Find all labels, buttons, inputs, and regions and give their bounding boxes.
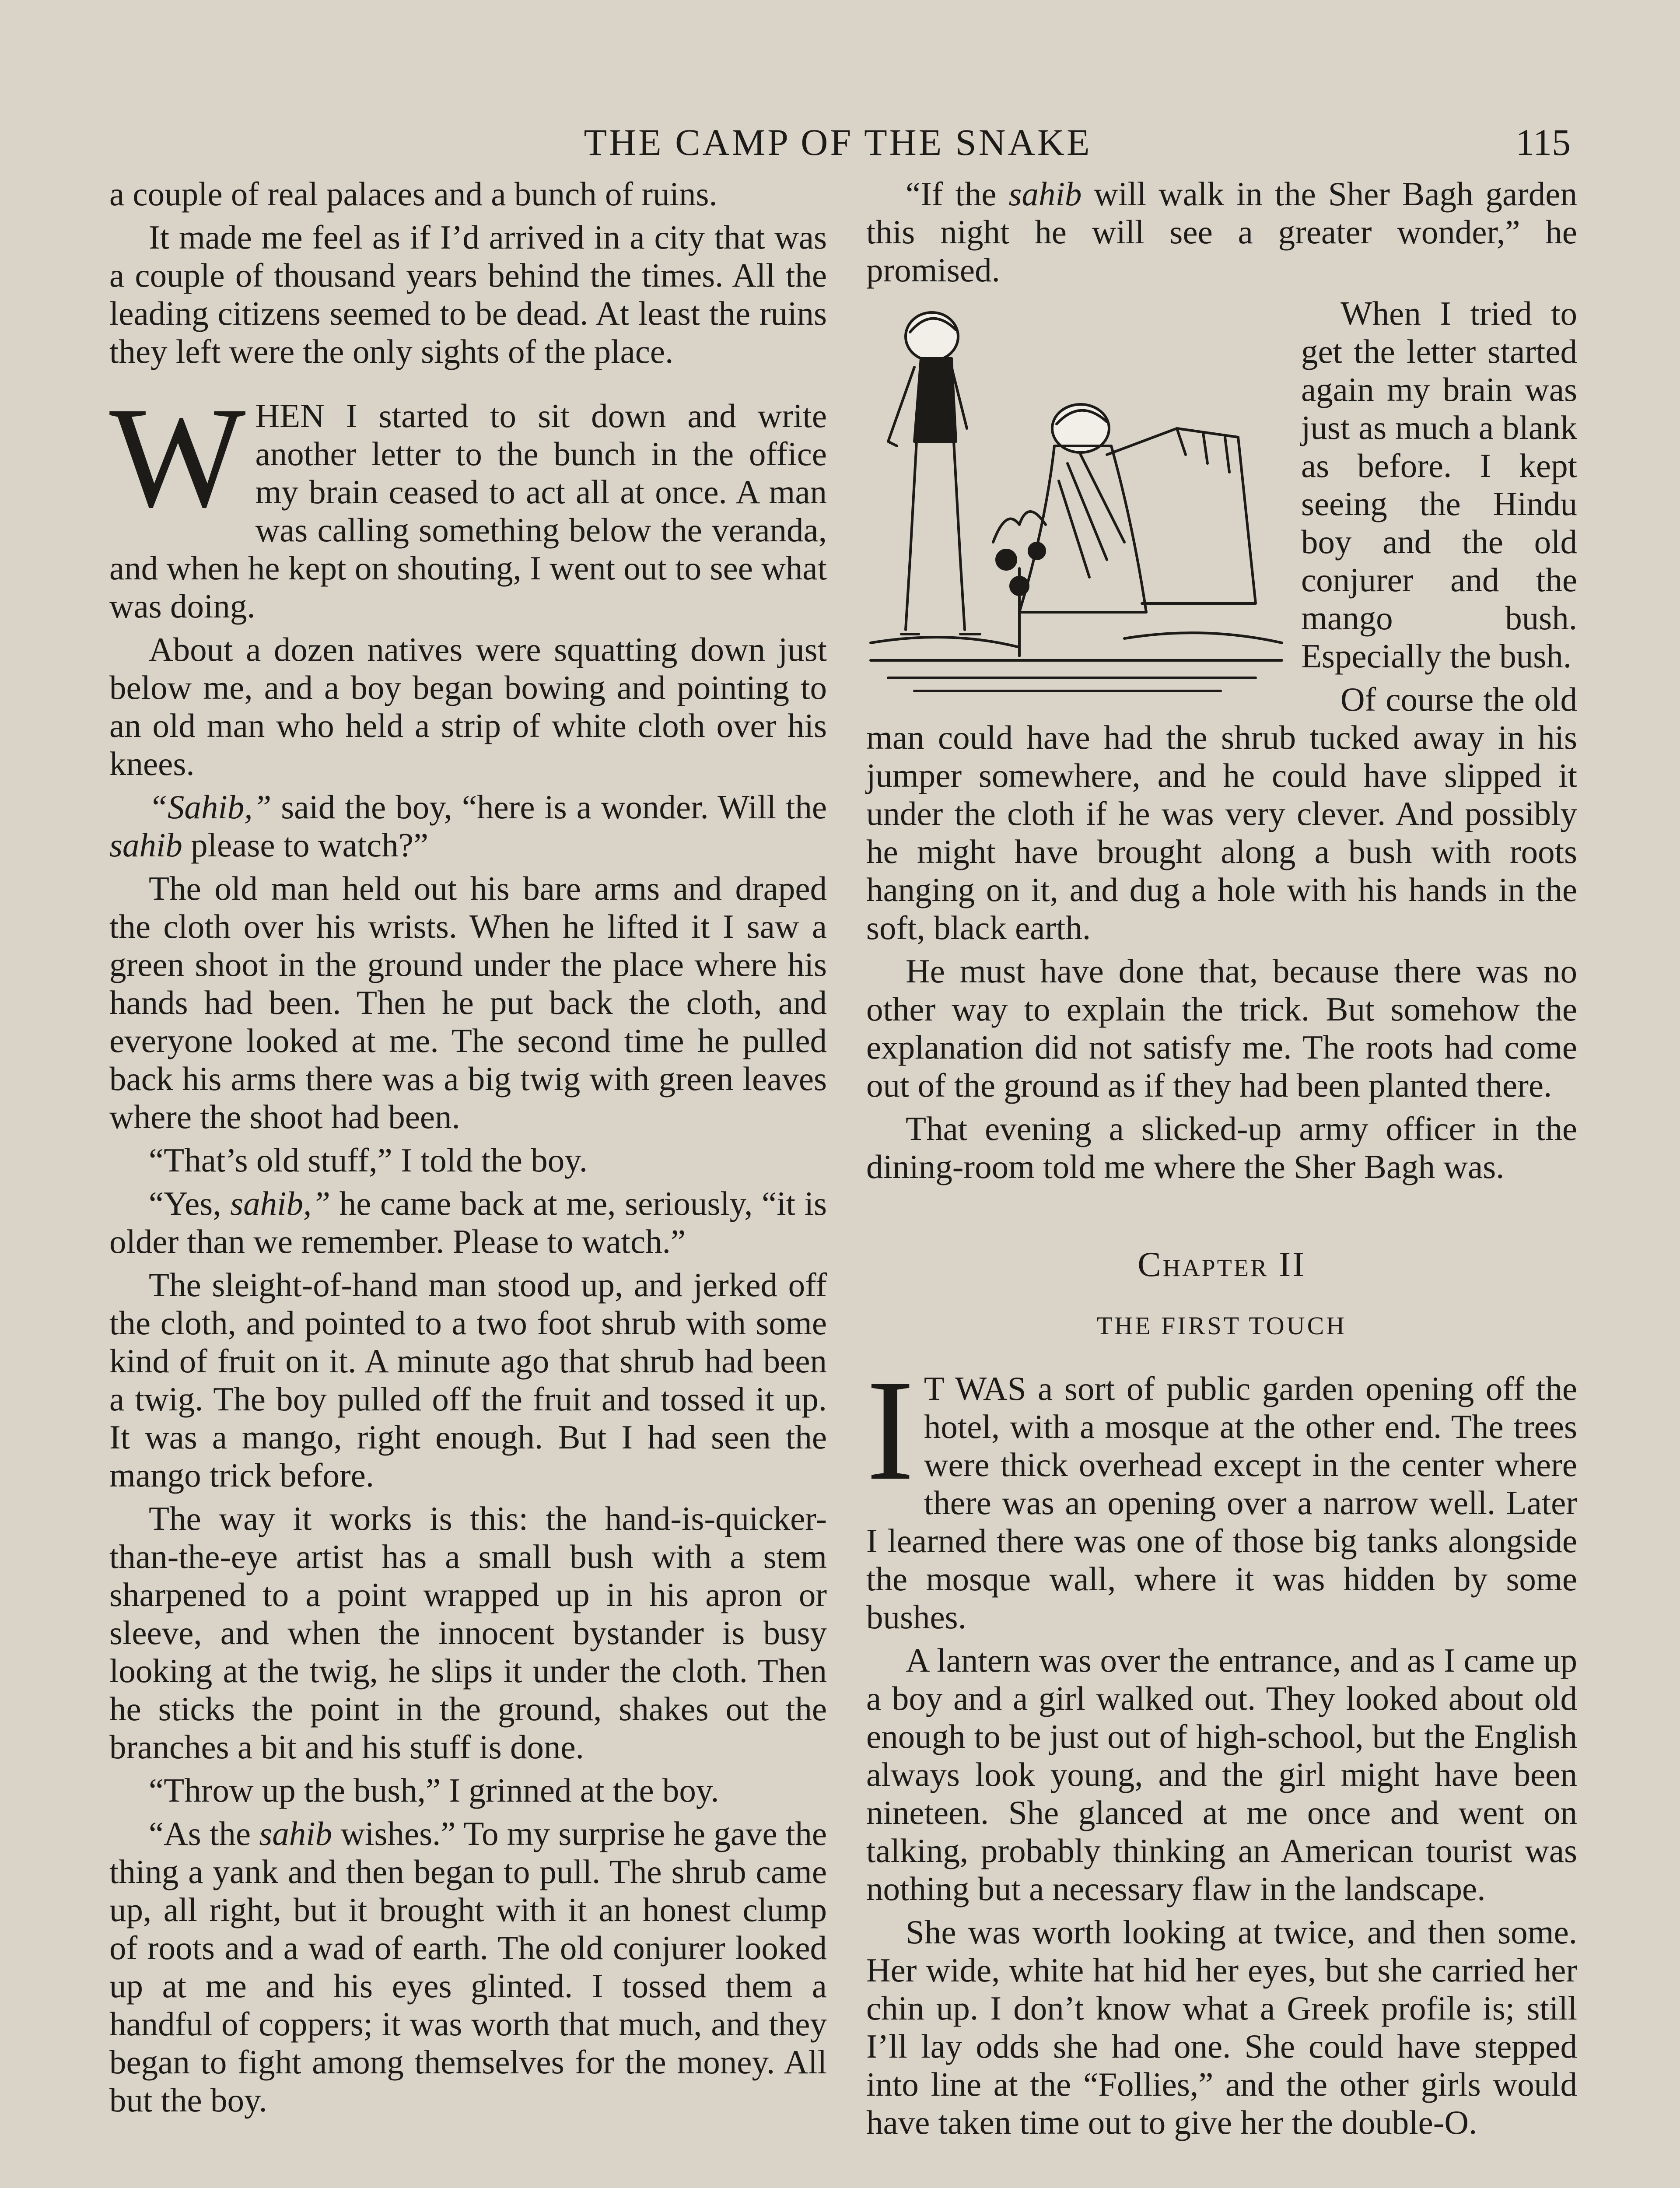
paragraph <box>109 378 827 625</box>
paragraph-text: T WAS a sort of public garden opening off the hotel, with a mosque at the other end. The trees were thick overhead except in the center where there was an opening over a narrow well. Later I learned there was one of those big tanks alongside the mosque wall, where it was hidden by some bushes. <box>866 1370 1577 1636</box>
page-number: 115 <box>1516 121 1571 163</box>
paragraph: a couple of real palaces and a bunch of ruins. <box>109 175 718 213</box>
italic-text: sahib <box>1008 175 1082 213</box>
paragraph: The old man held out his bare arms and draped the cloth over his wrists. When he lifted it I saw a green shoot in the ground under the place where his hands had been. Then he put back the cloth, and everyone looked at me. The second time he pulled back his arms there was a big twig with green leaves where the shoot had been. <box>109 870 827 1136</box>
paragraph-text: he came back at me, seriously, “it is older than we remember. Please to watch.” <box>109 1185 827 1260</box>
paragraph-text: “Yes, <box>149 1185 231 1222</box>
paragraph: A lantern was over the entrance, and as I came up a boy and a girl walked out. They looked about old enough to be just out of high-school, but the English always look young, and the girl might have been nineteen. She glanced at me once and went on talking, probably thinking an American tourist was nothing but a necessary flaw in the landscape. <box>866 1641 1577 1907</box>
drop-cap: W <box>109 378 246 537</box>
italic-text: sahib,” <box>230 1185 331 1222</box>
paragraph: “Throw up the bush,” I grinned at the boy. <box>149 1771 719 1809</box>
paragraph-text: said the boy, “here is a wonder. Will the <box>271 788 827 826</box>
paragraph: About a dozen natives were squatting down just below me, and a boy began bowing and pointing to an old man who held a strip of white cloth over his knees. <box>109 631 827 782</box>
paragraph-text: “If the <box>906 175 1009 213</box>
italic-text: sahib <box>109 826 182 864</box>
paragraph-text: HEN I started to sit down and write another letter to the bunch in the office my brain ceased to act all at once. A man was calling something below the veranda, and when he kept on shouting, I went out to see what was doing. <box>109 397 827 625</box>
paragraph: It made me feel as if I’d arrived in a city that was a couple of thousand years behind the times. All the leading citizens seemed to be dead. At least the ruins they left were the only sights of the place. <box>109 218 827 370</box>
paragraph: The sleight-of-hand man stood up, and jerked off the cloth, and pointed to a two foot shrub with some kind of fruit on it. A minute ago that shrub had been a twig. The boy pulled off the fruit and tossed it up. It was a mango, right enough. But I had seen the mango trick before. <box>109 1266 827 1494</box>
running-head <box>105 118 1571 166</box>
paragraph: He must have done that, because there was no other way to explain the trick. But somehow the explanation did not satisfy me. The roots had come out of the ground as if they had been planted there. <box>866 952 1577 1104</box>
paragraph: She was worth looking at twice, and then some. Her wide, white hat hid her eyes, but she carried her chin up. I don’t know what a Greek profile is; still I’ll lay odds she had one. She could have stepped into line at the “Follies,” and the other girls would have taken time out to give her the double-O. <box>866 1913 1577 2141</box>
paragraph: The way it works is this: the hand-is-quicker-than-the-eye artist has a small bush with a stem sharpened to a point wrapped up in his apron or sleeve, and when the innocent bystander is busy looking at the twig, he slips it under the cloth. Then he sticks the point in the ground, shakes out the branches a bit and his stuff is done. <box>109 1500 827 1766</box>
chapter-subtitle: THE FIRST TOUCH <box>1096 1311 1347 1340</box>
paragraph <box>866 175 1577 289</box>
chapter-heading: Chapter II <box>1138 1245 1306 1284</box>
paragraph: Of course the old man could have had the shrub tucked away in his jumper somewhere, and he could have slipped it under the cloth if he was very clever. And possibly he might have brought along a bush with roots hanging on it, and dug a hole with his hands in the soft, black earth. <box>866 680 1577 947</box>
paragraph <box>109 1815 827 2119</box>
paragraph <box>109 1185 827 1261</box>
italic-text: “Sahib,” <box>149 788 272 826</box>
paragraph <box>866 1350 1577 1636</box>
paragraph-text: wishes.” To my surprise he gave the thing a yank and then began to pull. The shrub came up, all right, but it brought with it an honest clump of roots and a wad of earth. The old conjurer looked up at me and his eyes glinted. I tossed them a handful of coppers; it was worth that much, and they began to fight among themselves for the money. All but the boy. <box>109 1815 827 2119</box>
paragraph-text: please to watch?” <box>182 826 429 864</box>
paragraph-text: will walk in the Sher Bagh garden this night he will see a greater wonder,” he promised. <box>866 175 1577 289</box>
paragraph <box>109 788 827 864</box>
paragraph: That evening a slicked-up army officer in the dining-room told me where the Sher Bagh was. <box>866 1110 1577 1185</box>
paragraph: “That’s old stuff,” I told the boy. <box>149 1141 588 1179</box>
conjurer-illustration <box>862 297 1291 700</box>
italic-text: sahib <box>259 1815 332 1852</box>
right-column <box>866 175 1577 2147</box>
drop-cap: I <box>866 1350 914 1510</box>
paragraph-text: “As the <box>149 1815 259 1852</box>
paragraph: When I tried to get the letter started again my brain was just as much a blank as before. I kept seeing the Hindu boy and the old conjurer and the mango bush. Especially the bush. <box>1301 295 1577 675</box>
page-title: THE CAMP OF THE SNAKE <box>584 121 1092 163</box>
left-column <box>109 175 827 2125</box>
